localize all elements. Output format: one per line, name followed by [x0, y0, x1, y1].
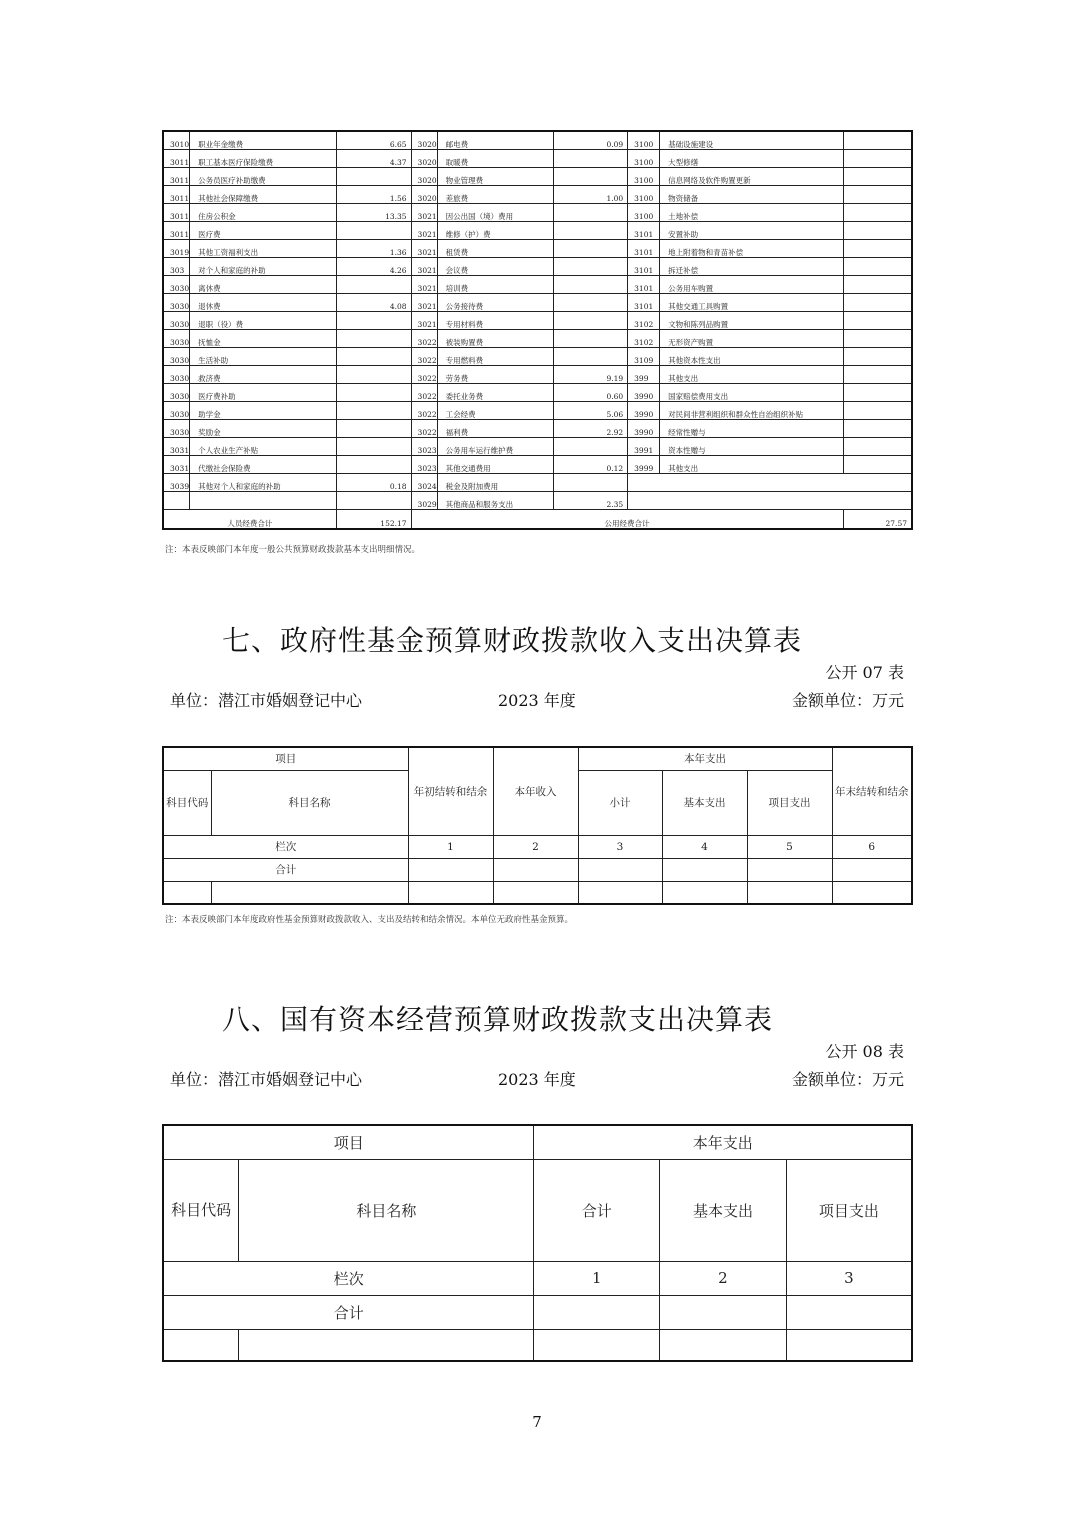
table-cell: 3020 — [411, 168, 437, 186]
table-cell: 3019 — [163, 240, 190, 258]
header-name: 科目名称 — [239, 1159, 534, 1261]
table-number: 公开 07 表 — [825, 663, 904, 682]
col-number: 5 — [747, 836, 832, 859]
currency-label: 金额单位：万元 — [791, 691, 904, 710]
table-cell: 公务接待费 — [437, 294, 554, 312]
table-cell: 3102 — [628, 330, 660, 348]
table-cell: 0.60 — [554, 384, 628, 402]
table-cell: 3039 — [163, 474, 190, 492]
table-cell: 1.56 — [336, 186, 411, 204]
page-number: 7 — [532, 1413, 542, 1431]
table-note: 注：本表反映部门本年度一般公共预算财政拨款基本支出明细情况。 — [165, 545, 421, 555]
col-number: 1 — [534, 1261, 660, 1295]
table-cell: 3011 — [163, 204, 190, 222]
table-cell: 被装购置费 — [437, 330, 554, 348]
table-row — [163, 366, 912, 384]
table-cell: 物资储备 — [660, 186, 843, 204]
section-title: 八、国有资本经营预算财政拨款支出决算表 — [222, 1003, 774, 1036]
table-cell: 委托业务费 — [437, 384, 554, 402]
table-cell: 3101 — [628, 222, 660, 240]
table-cell: 地上附着物和青苗补偿 — [660, 240, 843, 258]
table-cell — [832, 882, 912, 904]
unit-label: 单位：潜江市婚姻登记中心 — [170, 1070, 363, 1089]
table-cell — [843, 330, 912, 348]
table-cell: 2.35 — [554, 492, 628, 510]
table-cell: 3030 — [163, 366, 190, 384]
table-cell: 3109 — [628, 348, 660, 366]
table-row — [163, 276, 912, 294]
table-row — [163, 330, 912, 348]
table-cell — [336, 168, 411, 186]
table-cell — [534, 1329, 660, 1361]
year-label: 2023 年度 — [498, 691, 576, 710]
table-cell: 3020 — [411, 150, 437, 168]
header-total: 合计 — [534, 1159, 660, 1261]
table-cell: 代缴社会保险费 — [190, 456, 337, 474]
table-cell: 3020 — [411, 186, 437, 204]
table-cell: 3990 — [628, 402, 660, 420]
table-cell: 基础设施建设 — [660, 131, 843, 150]
table-cell: 303 — [163, 258, 190, 276]
table-cell — [554, 258, 628, 276]
table-cell — [336, 492, 411, 510]
table-cell — [554, 474, 628, 492]
table-cell — [336, 312, 411, 330]
table-cell: 工会经费 — [437, 402, 554, 420]
table-cell — [408, 882, 493, 904]
table-cell — [662, 859, 747, 882]
table-row — [163, 258, 912, 276]
table-cell — [408, 859, 493, 882]
header-expense: 本年支出 — [578, 747, 832, 771]
table-cell: 3100 — [628, 168, 660, 186]
table-row — [163, 492, 912, 510]
table-row — [163, 456, 912, 474]
table-cell — [493, 859, 578, 882]
table-cell: 专用材料费 — [437, 312, 554, 330]
table-cell: 3030 — [163, 384, 190, 402]
table-cell: 救济费 — [190, 366, 337, 384]
table-cell: 经常性赠与 — [660, 420, 843, 438]
table-cell: 税金及附加费用 — [437, 474, 554, 492]
table-cell — [554, 150, 628, 168]
table-cell: 3021 — [411, 240, 437, 258]
table-cell: 3030 — [163, 276, 190, 294]
personnel-total-value: 152.17 — [336, 510, 411, 530]
table-cell: 文物和陈列品购置 — [660, 312, 843, 330]
table-cell: 医疗费补助 — [190, 384, 337, 402]
table-cell: 13.35 — [336, 204, 411, 222]
table-cell — [578, 882, 662, 904]
table-cell — [843, 348, 912, 366]
header-expense: 本年支出 — [534, 1125, 912, 1159]
table-row — [163, 312, 912, 330]
table-cell: 住房公积金 — [190, 204, 337, 222]
table-cell: 个人农业生产补贴 — [190, 438, 337, 456]
table-cell: 3022 — [411, 384, 437, 402]
table-row — [163, 131, 912, 150]
table-row — [163, 348, 912, 366]
table-row — [163, 222, 912, 240]
table-cell: 4.08 — [336, 294, 411, 312]
row-label-column-index: 栏次 — [163, 836, 408, 859]
table-cell: 3990 — [628, 420, 660, 438]
state-capital-budget-table — [162, 1124, 913, 1362]
header-closing-balance: 年末结转和结余 — [832, 747, 912, 836]
table-cell: 其他交通工具购置 — [660, 294, 843, 312]
col-number: 2 — [660, 1261, 787, 1295]
table-cell: 其他商品和服务支出 — [437, 492, 554, 510]
table-cell — [843, 366, 912, 384]
table-cell: 公务用车运行维护费 — [437, 438, 554, 456]
table-cell: 其他社会保障缴费 — [190, 186, 337, 204]
col-number: 3 — [786, 1261, 912, 1295]
table-cell: 6.65 — [336, 131, 411, 150]
table-cell — [554, 168, 628, 186]
table-cell — [843, 294, 912, 312]
table-cell: 土地补偿 — [660, 204, 843, 222]
table-cell: 3030 — [163, 420, 190, 438]
table-cell — [662, 882, 747, 904]
table-cell: 安置补助 — [660, 222, 843, 240]
table-cell: 3101 — [628, 294, 660, 312]
table-cell: 3023 — [411, 456, 437, 474]
public-total-label: 公用经费合计 — [411, 510, 843, 530]
table-cell: 1.00 — [554, 186, 628, 204]
table-cell: 大型修缮 — [660, 150, 843, 168]
table-row — [163, 204, 912, 222]
header-subtotal: 小计 — [578, 771, 662, 836]
table-cell: 退职（役）费 — [190, 312, 337, 330]
table-cell — [534, 1295, 660, 1329]
table-cell — [628, 492, 912, 510]
row-label-column-index: 栏次 — [163, 1261, 534, 1295]
header-code: 科目代码 — [163, 1159, 239, 1261]
table-cell — [747, 859, 832, 882]
table-cell — [554, 222, 628, 240]
table-cell: 3100 — [628, 150, 660, 168]
table-cell — [163, 882, 211, 904]
table-cell — [336, 438, 411, 456]
header-code: 科目代码 — [163, 771, 211, 836]
table-cell — [554, 204, 628, 222]
table-cell — [843, 420, 912, 438]
table-cell — [554, 330, 628, 348]
unit-label: 单位：潜江市婚姻登记中心 — [170, 691, 363, 710]
table-cell — [554, 348, 628, 366]
table-cell: 其他工资福利支出 — [190, 240, 337, 258]
table-cell: 3991 — [628, 438, 660, 456]
table-cell: 4.37 — [336, 150, 411, 168]
table-cell: 邮电费 — [437, 131, 554, 150]
table-cell — [786, 1329, 912, 1361]
table-cell — [336, 222, 411, 240]
table-cell: 5.06 — [554, 402, 628, 420]
table-cell: 职工基本医疗保险缴费 — [190, 150, 337, 168]
table-cell — [493, 882, 578, 904]
table-cell: 3101 — [628, 276, 660, 294]
table-cell — [843, 312, 912, 330]
table-cell — [554, 276, 628, 294]
table-cell — [336, 330, 411, 348]
table-note: 注：本表反映部门本年度政府性基金预算财政拨款收入、支出及结转和结余情况。本单位无政府性基金预算。 — [165, 915, 574, 925]
table-cell — [336, 366, 411, 384]
table-cell — [336, 276, 411, 294]
table-cell — [843, 186, 912, 204]
table-cell: 退休费 — [190, 294, 337, 312]
table-cell — [554, 240, 628, 258]
col-number: 4 — [662, 836, 747, 859]
table-cell: 助学金 — [190, 402, 337, 420]
table-row — [163, 240, 912, 258]
table-row — [163, 150, 912, 168]
table-cell: 3021 — [411, 312, 437, 330]
table-cell: 公务用车购置 — [660, 276, 843, 294]
header-project-expense: 项目支出 — [786, 1159, 912, 1261]
table-cell: 3999 — [628, 456, 660, 474]
table-cell: 3030 — [163, 312, 190, 330]
table-cell: 租赁费 — [437, 240, 554, 258]
table-cell: 公务员医疗补助缴费 — [190, 168, 337, 186]
table-cell — [843, 150, 912, 168]
table-cell: 取暖费 — [437, 150, 554, 168]
table-cell: 维修（护）费 — [437, 222, 554, 240]
table-cell: 对民间非营利组织和群众性自治组织补贴 — [660, 402, 843, 420]
table-cell — [163, 492, 190, 510]
table-cell: 399 — [628, 366, 660, 384]
year-label: 2023 年度 — [498, 1070, 576, 1089]
col-number: 1 — [408, 836, 493, 859]
table-cell: 0.12 — [554, 456, 628, 474]
table-cell — [843, 384, 912, 402]
table-cell: 3010 — [163, 131, 190, 150]
table-cell — [843, 438, 912, 456]
table-cell: 3102 — [628, 312, 660, 330]
total-row-label: 合计 — [163, 1295, 534, 1329]
header-basic-expense: 基本支出 — [660, 1159, 787, 1261]
table-cell — [163, 1329, 239, 1361]
table-cell: 3030 — [163, 402, 190, 420]
table-cell: 国家赔偿费用支出 — [660, 384, 843, 402]
table-cell: 其他支出 — [660, 366, 843, 384]
currency-label: 金额单位：万元 — [791, 1070, 904, 1089]
table-cell: 3101 — [628, 258, 660, 276]
table-cell: 1.36 — [336, 240, 411, 258]
table-cell: 奖励金 — [190, 420, 337, 438]
table-cell: 其他资本性支出 — [660, 348, 843, 366]
table-cell: 医疗费 — [190, 222, 337, 240]
table-cell — [660, 1295, 787, 1329]
table-cell — [211, 882, 408, 904]
table-cell — [660, 1329, 787, 1361]
table-cell — [554, 312, 628, 330]
table-cell — [843, 204, 912, 222]
table-row — [163, 474, 912, 492]
table-cell: 劳务费 — [437, 366, 554, 384]
table-cell: 对个人和家庭的补助 — [190, 258, 337, 276]
header-opening-balance: 年初结转和结余 — [408, 747, 493, 836]
header-project-expense: 项目支出 — [747, 771, 832, 836]
table-row — [163, 402, 912, 420]
table-cell: 物业管理费 — [437, 168, 554, 186]
table-cell — [843, 402, 912, 420]
table-cell: 3031 — [163, 456, 190, 474]
table-cell: 3011 — [163, 150, 190, 168]
table-cell — [786, 1295, 912, 1329]
col-number: 3 — [578, 836, 662, 859]
table-cell: 拆迁补偿 — [660, 258, 843, 276]
table-cell: 离休费 — [190, 276, 337, 294]
table-cell: 9.19 — [554, 366, 628, 384]
table-cell — [336, 420, 411, 438]
col-number: 2 — [493, 836, 578, 859]
table-cell — [843, 168, 912, 186]
table-cell — [336, 384, 411, 402]
table-cell: 无形资产购置 — [660, 330, 843, 348]
table-cell: 3021 — [411, 222, 437, 240]
table-cell — [336, 456, 411, 474]
table-cell — [239, 1329, 534, 1361]
table-cell: 其他交通费用 — [437, 456, 554, 474]
header-name: 科目名称 — [211, 771, 408, 836]
table-cell: 3022 — [411, 402, 437, 420]
table-cell: 3021 — [411, 258, 437, 276]
table-cell — [747, 882, 832, 904]
table-cell: 2.92 — [554, 420, 628, 438]
table-row — [163, 294, 912, 312]
table-cell: 会议费 — [437, 258, 554, 276]
table-cell: 3100 — [628, 131, 660, 150]
table-cell: 3011 — [163, 222, 190, 240]
table-cell: 3100 — [628, 204, 660, 222]
personnel-total-label: 人员经费合计 — [163, 510, 336, 530]
table-cell: 3100 — [628, 186, 660, 204]
table-cell — [336, 402, 411, 420]
table-cell: 3021 — [411, 294, 437, 312]
table-row — [163, 420, 912, 438]
col-number: 6 — [832, 836, 912, 859]
table-cell: 3022 — [411, 366, 437, 384]
table-cell: 3024 — [411, 474, 437, 492]
table-cell: 资本性赠与 — [660, 438, 843, 456]
table-cell: 抚恤金 — [190, 330, 337, 348]
table-row — [163, 168, 912, 186]
table-cell — [554, 294, 628, 312]
table-row — [163, 186, 912, 204]
table-number: 公开 08 表 — [825, 1042, 904, 1061]
table-cell — [832, 859, 912, 882]
table-cell: 3030 — [163, 294, 190, 312]
table-cell: 3030 — [163, 348, 190, 366]
table-cell — [578, 859, 662, 882]
table-cell: 3011 — [163, 168, 190, 186]
table-cell — [843, 276, 912, 294]
table-cell — [628, 474, 912, 492]
header-project: 项目 — [163, 1125, 534, 1159]
table-cell: 3990 — [628, 384, 660, 402]
table-cell: 3022 — [411, 420, 437, 438]
table-cell: 生活补助 — [190, 348, 337, 366]
table-cell: 3011 — [163, 186, 190, 204]
table-row — [163, 438, 912, 456]
table-cell: 3030 — [163, 330, 190, 348]
table-cell — [843, 131, 912, 150]
table-cell: 3023 — [411, 438, 437, 456]
table-cell: 差旅费 — [437, 186, 554, 204]
table-cell: 福利费 — [437, 420, 554, 438]
table-cell — [843, 258, 912, 276]
table-cell: 3020 — [411, 131, 437, 150]
total-row-label: 合计 — [163, 859, 408, 882]
gov-fund-budget-table — [162, 746, 913, 905]
table-cell: 其他支出 — [660, 456, 843, 474]
table-cell: 信息网络及软件购置更新 — [660, 168, 843, 186]
table-cell — [843, 240, 912, 258]
table-cell: 3021 — [411, 204, 437, 222]
table-cell: 其他对个人和家庭的补助 — [190, 474, 337, 492]
table-cell: 培训费 — [437, 276, 554, 294]
table-cell: 3022 — [411, 330, 437, 348]
table-cell — [190, 492, 337, 510]
header-basic-expense: 基本支出 — [662, 771, 747, 836]
table-cell: 3031 — [163, 438, 190, 456]
table-cell — [843, 222, 912, 240]
table-cell: 4.26 — [336, 258, 411, 276]
table-cell: 3022 — [411, 348, 437, 366]
table-cell: 3021 — [411, 276, 437, 294]
table-row — [163, 384, 912, 402]
table-cell: 0.18 — [336, 474, 411, 492]
basic-expenditure-detail-table — [162, 130, 913, 530]
section-title: 七、政府性基金预算财政拨款收入支出决算表 — [222, 624, 803, 657]
table-cell: 3029 — [411, 492, 437, 510]
header-project: 项目 — [163, 747, 408, 771]
totals-row — [163, 510, 912, 530]
table-cell — [843, 456, 912, 474]
table-cell — [554, 438, 628, 456]
header-income: 本年收入 — [493, 747, 578, 836]
table-cell: 3101 — [628, 240, 660, 258]
table-cell: 职业年金缴费 — [190, 131, 337, 150]
table-cell: 0.09 — [554, 131, 628, 150]
table-cell: 因公出国（境）费用 — [437, 204, 554, 222]
public-total-value: 27.57 — [843, 510, 912, 530]
table-cell — [336, 348, 411, 366]
table-cell: 专用燃料费 — [437, 348, 554, 366]
